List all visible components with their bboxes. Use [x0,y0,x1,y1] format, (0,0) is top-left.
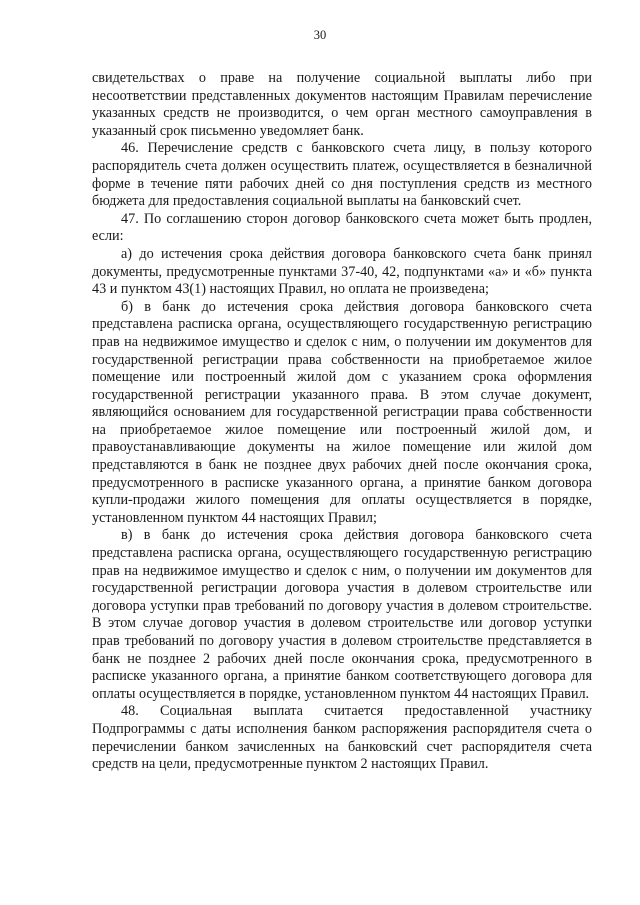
paragraph-47: 47. По соглашению сторон договор банковского счета может быть продлен, если: [92,210,592,245]
page-number: 30 [313,28,327,42]
paragraph-46: 46. Перечисление средств с банковского счета лицу, в пользу которого распорядитель счета должен осуществить платеж, осуществляется в безналичной форме в течение пяти рабочих дней со дня поступления средств из местного бюджета для предоставления социальной выплаты на банковский счет. [92,140,592,210]
paragraph-47-b: б) в банк до истечения срока действия договора банковского счета представлена расписка органа, осуществляющего государственную регистрацию прав на недвижимое имущество и сделок с ним, о получении им документов для государственной регистрации права собственности на приобретаемое жилое помещение или построенный жилой дом с указанием срока оформления государственной регистрации указанного права. В этом случае документ, являющийся основанием для государственной регистрации права собственности на приобретаемое жилое помещение или построенный жилой дом, и правоустанавливающие документы на жилое помещение или жилой дом представляются в банк не позднее двух рабочих дней после окончания срока, предусмотренного в расписке указанного органа, а принятие банком договора купли-продажи жилого помещения для оплаты осуществляется в порядке, установленном пунктом 44 настоящих Правил; [92,298,592,526]
paragraph-48: 48. Социальная выплата считается предоставленной участнику Подпрограммы с даты исполнения банком распоряжения распорядителя счета о перечислении банком зачисленных на банковский счет распорядителя счета средств на цели, предусмотренные пунктом 2 настоящих Правил. [92,703,592,773]
paragraph-continuation: свидетельствах о праве на получение социальной выплаты либо при несоответствии представленных документов настоящим Правилам перечисление указанных средств не производится, о чем орган местного самоуправления в указанный срок письменно уведомляет банк. [92,70,592,139]
document-body [92,70,592,774]
paragraph-47-v: в) в банк до истечения срока действия договора банковского счета представлена расписка органа, осуществляющего государственную регистрацию прав на недвижимое имущество и сделок с ним, о получении им документов для государственной регистрации договора участия в долевом строительстве или договора уступки прав требований по договору участия в долевом строительстве. В этом случае договор участия в долевом строительстве или договор уступки прав требований по договору участия в долевом строительстве представляется в банк не позднее 2 рабочих дней после окончания срока, предусмотренного в расписке указанного органа, а принятие банком соответствующего договора для оплаты осуществляется в порядке, установленном пунктом 44 настоящих Правил. [92,527,592,702]
paragraph-47-a: а) до истечения срока действия договора банковского счета банк принял документы, предусмотренные пунктами 37-40, 42, подпунктами «а» и «б» пункта 43 и пунктом 43(1) настоящих Правил, но оплата не произведена; [92,245,592,298]
